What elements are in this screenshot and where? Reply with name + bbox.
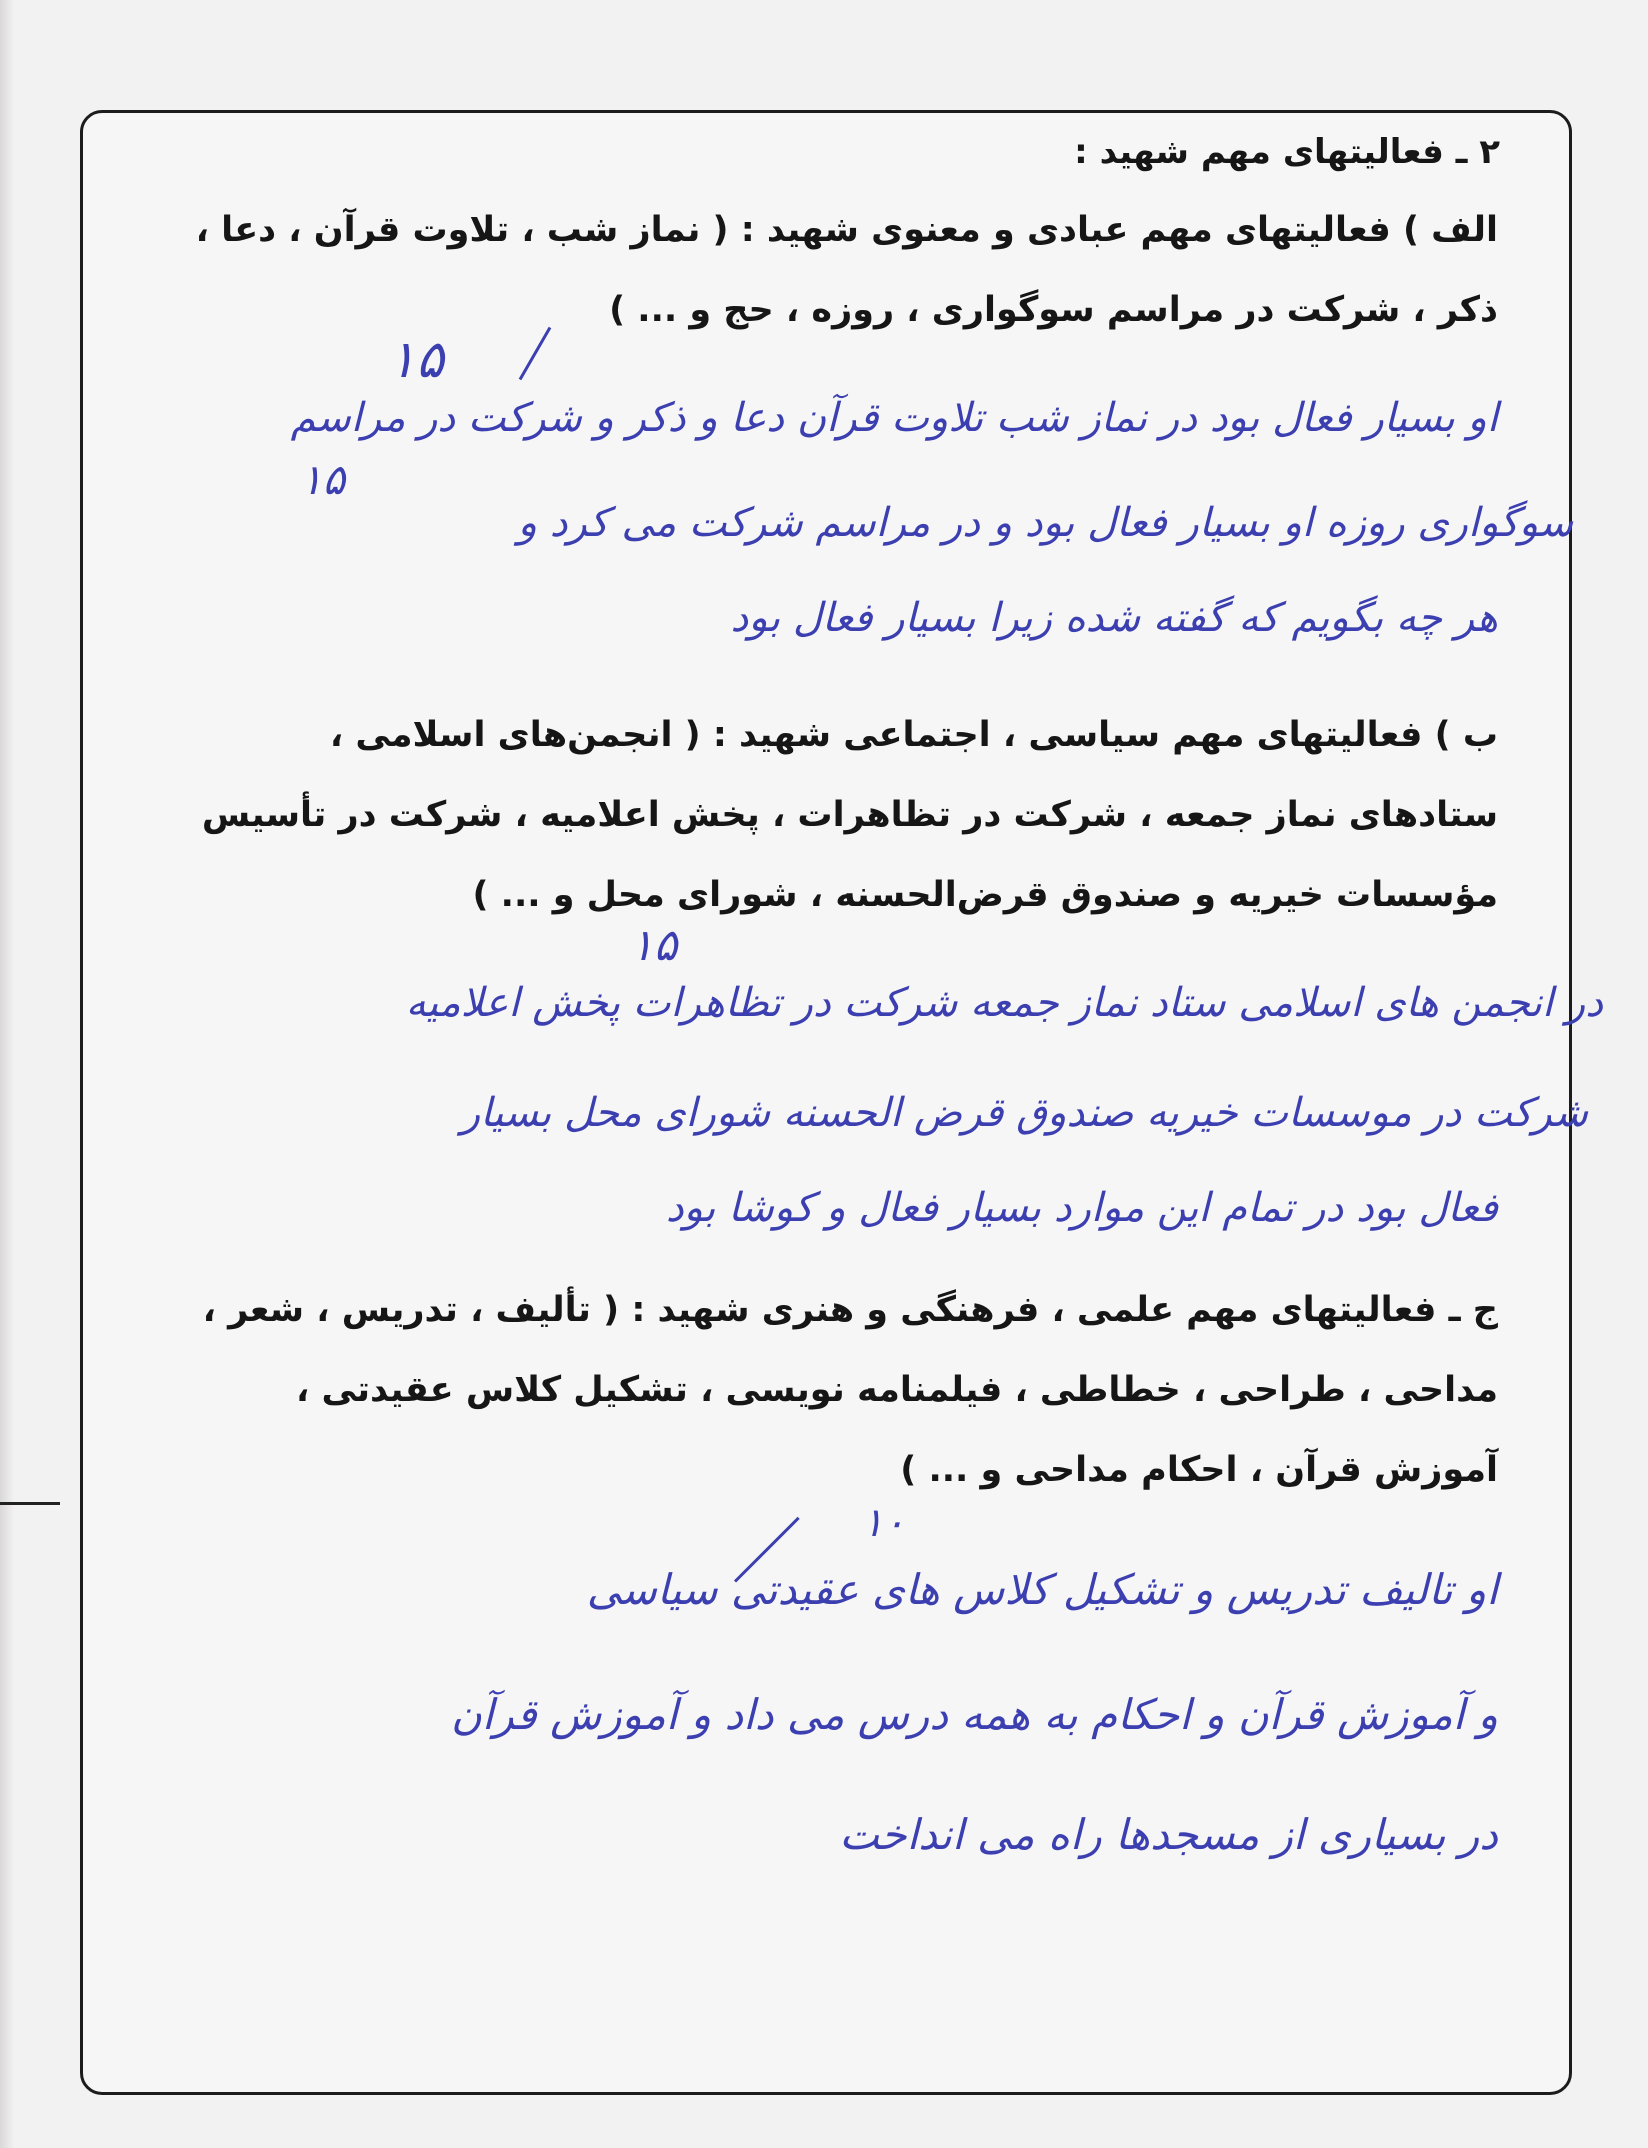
question-line: ستادهای نماز جمعه ، شرکت در تظاهرات ، پخش اعلامیه ، شرکت در تأسیس (201, 795, 1498, 835)
answer-line: فعال بود در تمام این موارد بسیار فعال و کوشا بود (665, 1185, 1498, 1231)
answer-line: در بسیاری از مسجدها راه می انداخت (839, 1810, 1498, 1859)
answer-line: و آموزش قرآن و احکام به همه درس می داد و آموزش قرآن (450, 1690, 1498, 1739)
section-title: ۲ ـ فعالیتهای مهم شهید : (1074, 132, 1500, 172)
scan-paper-edge (0, 0, 14, 2148)
answer-line: سوگواری روزه او بسیار فعال بود و در مراسم شرکت می کرد و (517, 500, 1573, 546)
grade-mark: ۱۰ (862, 1500, 905, 1546)
grade-mark: ۱۵ (300, 455, 346, 504)
grade-mark: ۱۵ (388, 330, 444, 390)
question-line: مؤسسات خیریه و صندوق قرض‌الحسنه ، شورای محل و ... ) (472, 875, 1498, 915)
question-line: ذکر ، شرکت در مراسم سوگواری ، روزه ، حج و ... ) (609, 290, 1498, 330)
edge-mark (0, 1502, 60, 1505)
answer-line: او بسیار فعال بود در نماز شب تلاوت قرآن دعا و ذکر و شرکت در مراسم (290, 395, 1498, 441)
answer-line: در انجمن های اسلامی ستاد نماز جمعه شرکت در تظاهرات پخش اعلامیه (405, 980, 1603, 1026)
question-line: الف ) فعالیتهای مهم عبادی و معنوی شهید : ( نماز شب ، تلاوت قرآن ، دعا ، (195, 210, 1498, 250)
question-line: ب ) فعالیتهای مهم سیاسی ، اجتماعی شهید : ( انجمن‌های اسلامی ، (329, 715, 1498, 755)
answer-line: او تالیف تدریس و تشکیل کلاس های عقیدتی سیاسی (586, 1565, 1498, 1614)
question-line: ج ـ فعالیتهای مهم علمی ، فرهنگی و هنری شهید : ( تألیف ، تدریس ، شعر ، (202, 1290, 1498, 1330)
answer-line: شرکت در موسسات خیریه صندوق قرض الحسنه شورای محل بسیار (460, 1090, 1588, 1136)
answer-line: هر چه بگویم که گفته شده زیرا بسیار فعال بود (730, 595, 1498, 641)
question-line: آموزش قرآن ، احکام مداحی و ... ) (900, 1450, 1498, 1490)
grade-mark: ۱۵ (630, 920, 678, 971)
question-line: مداحی ، طراحی ، خطاطی ، فیلمنامه نویسی ، تشکیل کلاس عقیدتی ، (296, 1370, 1498, 1410)
